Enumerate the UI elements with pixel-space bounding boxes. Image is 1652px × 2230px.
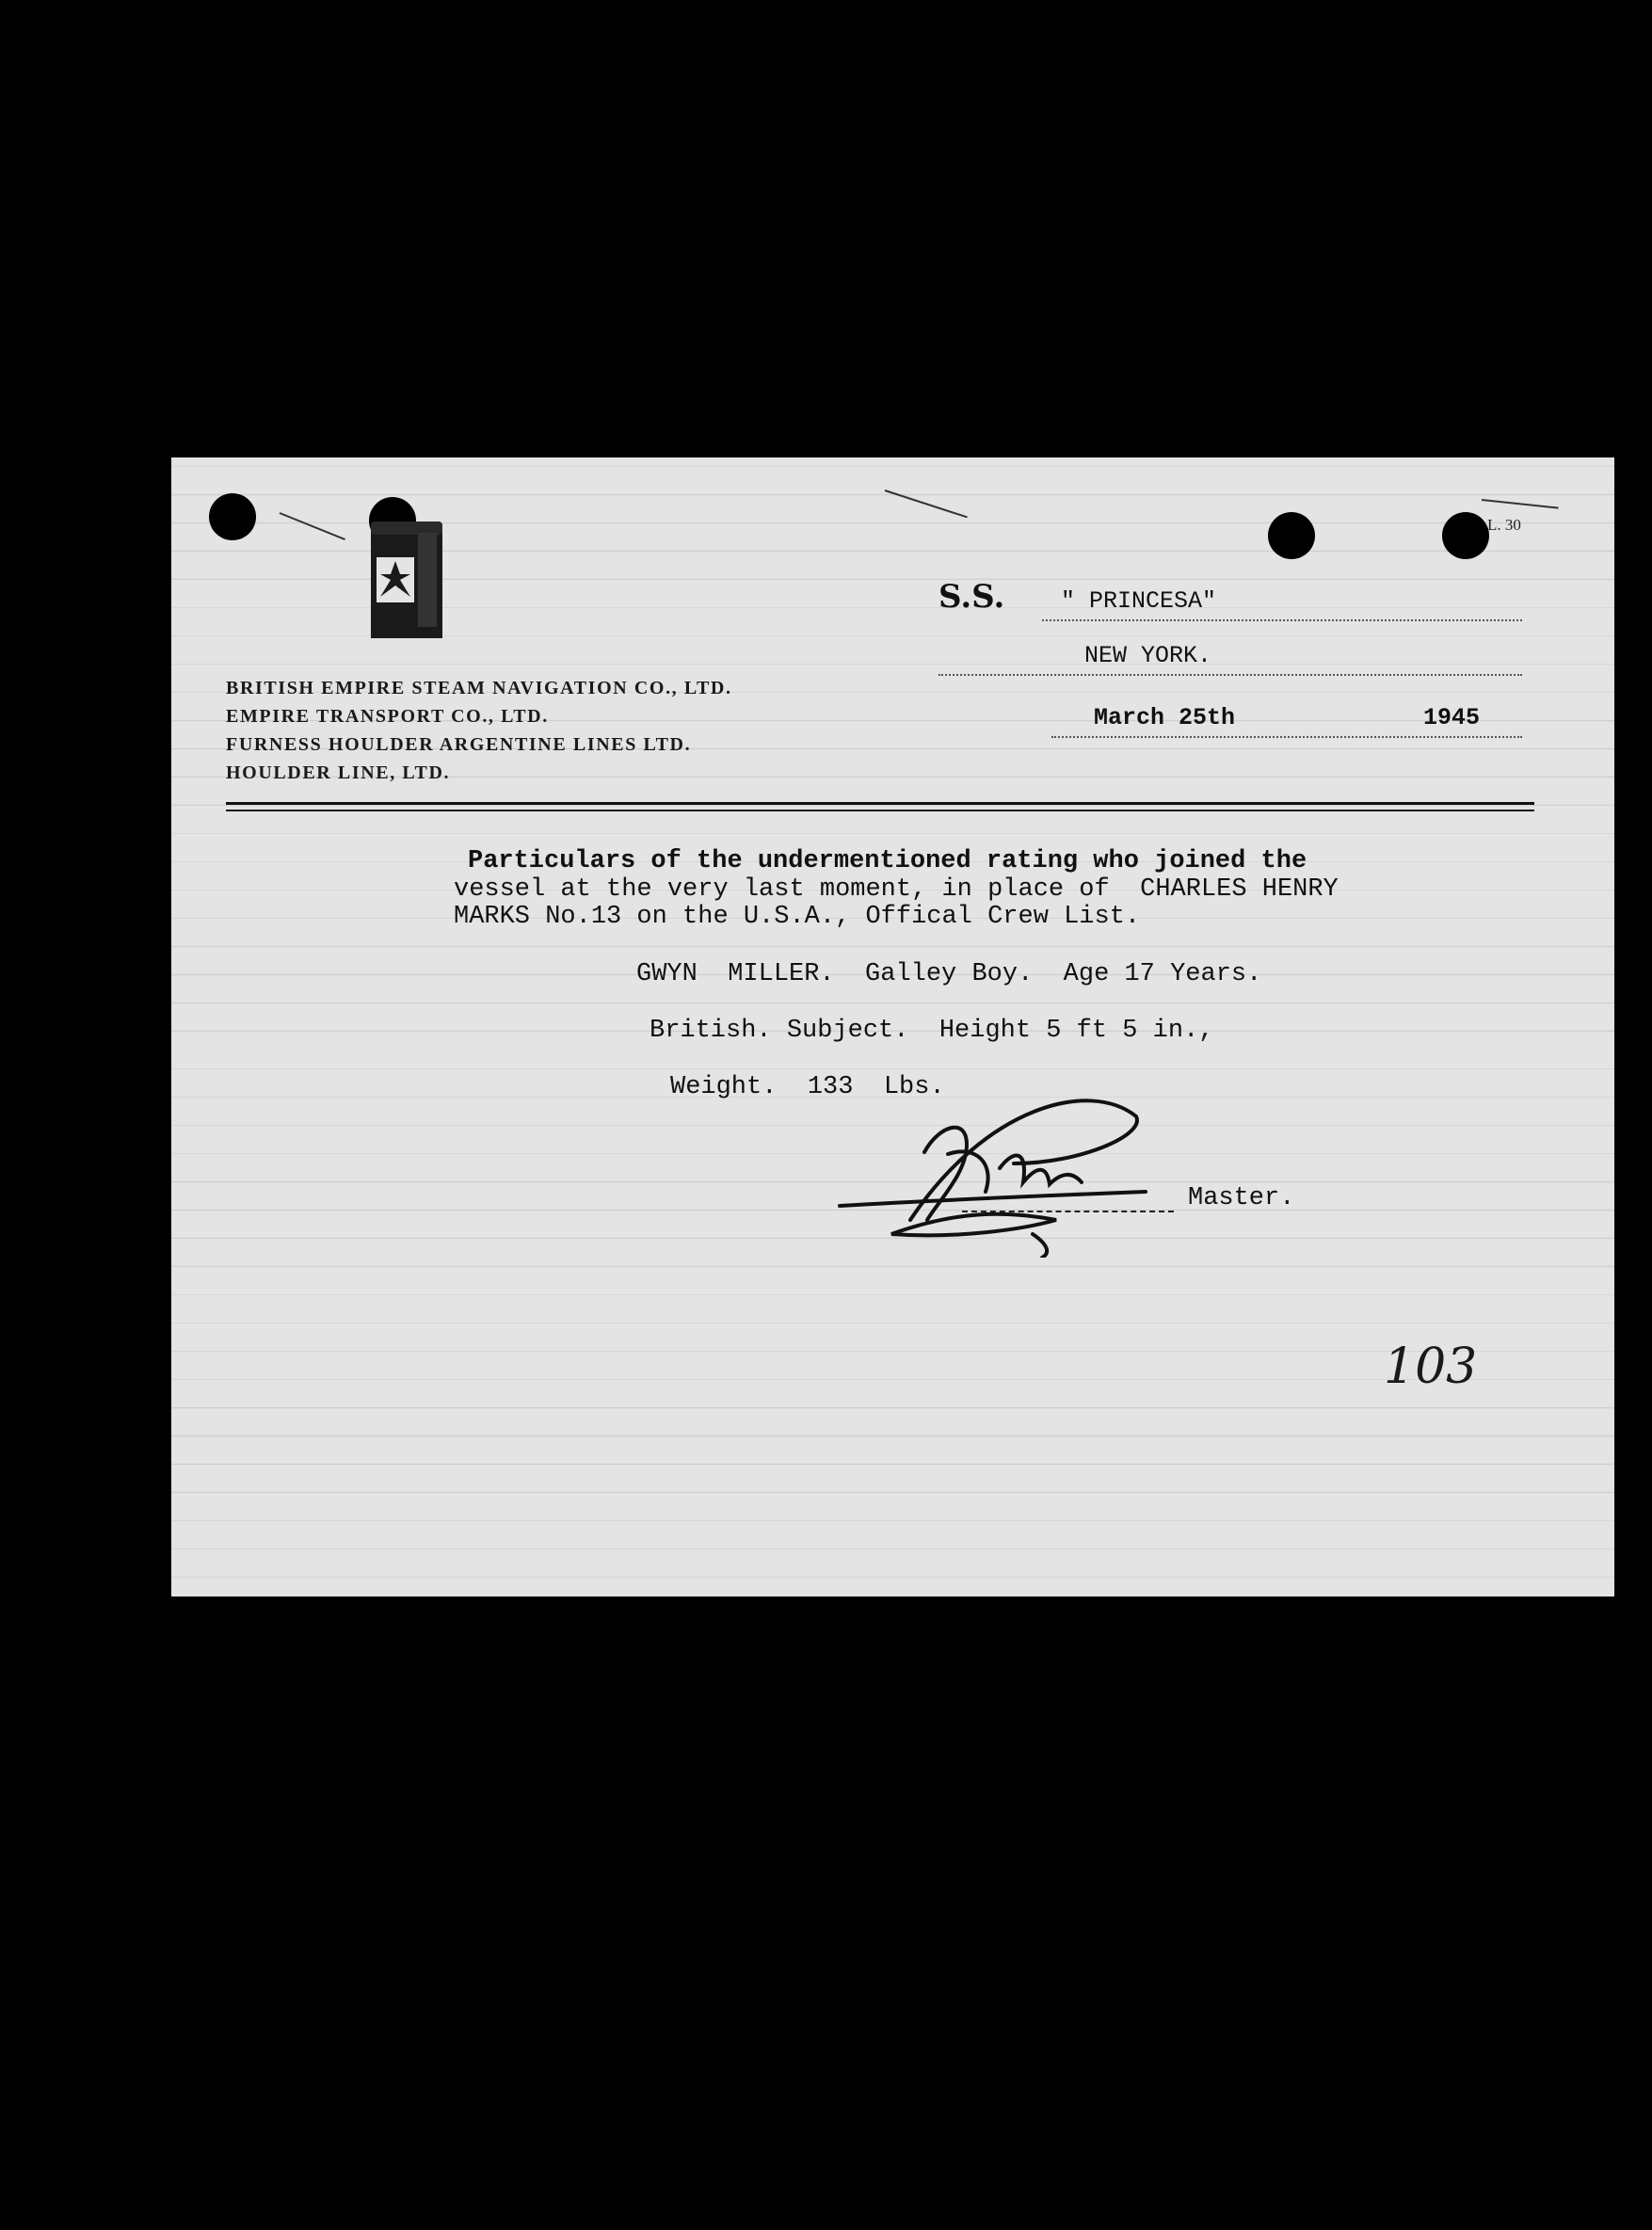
form-reference: L. 30 [1487,516,1521,534]
body-line: MARKS No.13 on the U.S.A., Offical Crew List. [454,903,1141,931]
nationality-line: British. Subject. Height 5 ft 5 in., [650,1017,1214,1045]
company-logo [369,514,444,646]
rating-name-line: GWYN MILLER. Galley Boy. Age 17 Years. [636,960,1262,988]
vessel-name-field [1042,587,1522,621]
company-name: HOULDER LINE, LTD. [226,762,451,783]
scan-mark [1482,499,1559,509]
body-line: Particulars of the undermentioned rating who joined the [468,847,1307,875]
company-name: EMPIRE TRANSPORT CO., LTD. [226,706,549,727]
signature-line [962,1211,1174,1212]
vessel-prefix: S.S. [938,578,1005,616]
header-rule [226,802,1534,805]
signature-role: Master. [1188,1184,1295,1212]
company-name: FURNESS HOULDER ARGENTINE LINES LTD. [226,734,692,755]
punch-hole [209,493,256,540]
scan-mark [885,489,968,518]
date-day: March 25th [1094,704,1236,731]
weight-line: Weight. 133 Lbs. [670,1073,945,1101]
letterhead-companies [226,674,732,787]
document-sheet [171,457,1614,1596]
punch-hole [1268,512,1315,559]
company-name: BRITISH EMPIRE STEAM NAVIGATION CO., LTD. [226,678,732,698]
port: NEW YORK. [1084,642,1212,669]
vessel-name: " PRINCESA" [1061,587,1217,615]
body-line: vessel at the very last moment, in place of CHARLES HENRY [454,875,1339,904]
master-signature [835,1079,1174,1258]
scan-mark [280,512,345,540]
folio-number: 103 [1384,1339,1478,1395]
port-field [938,642,1522,676]
date-year: 1945 [1423,704,1481,731]
date-field [1051,704,1522,738]
punch-hole [1442,512,1489,559]
header-rule [226,810,1534,811]
